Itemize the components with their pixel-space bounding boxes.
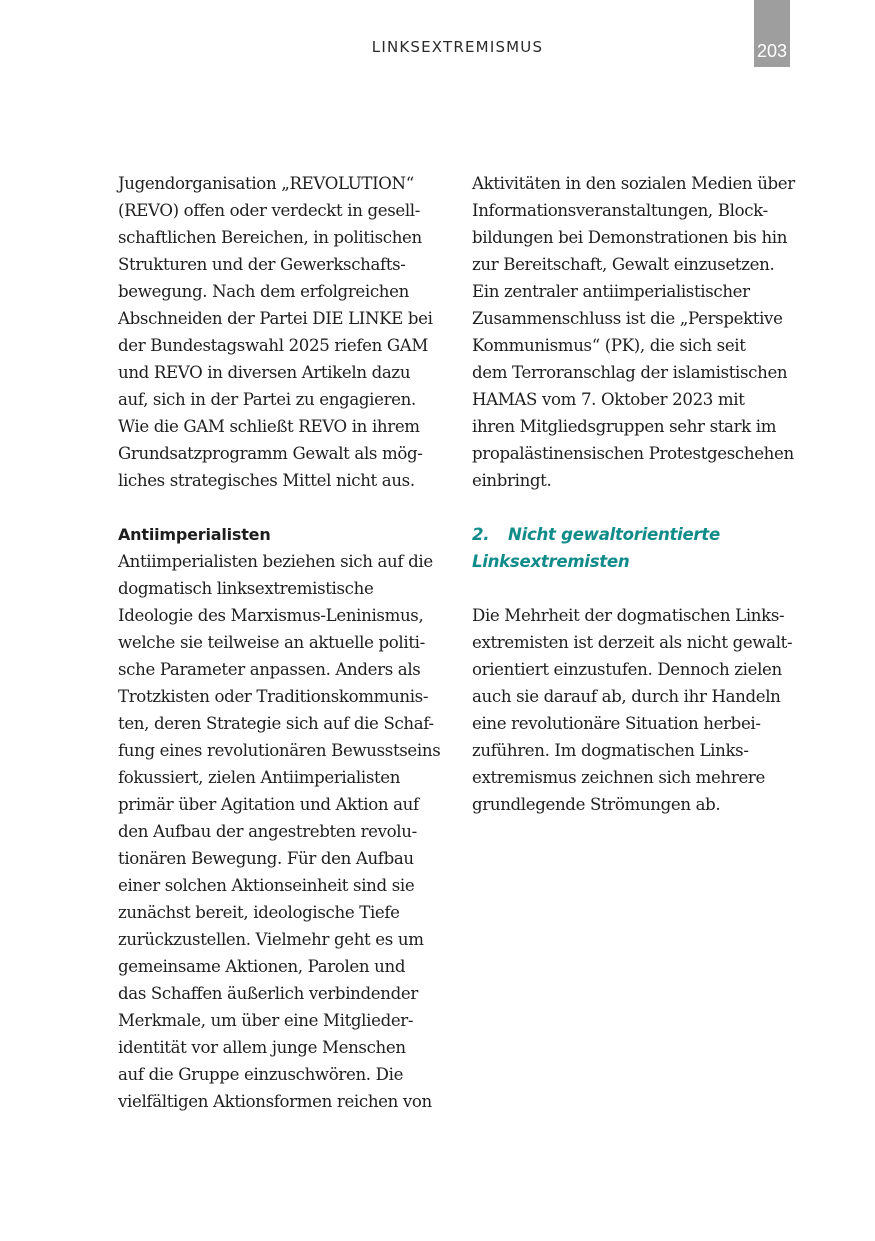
text-line: Ein zentraler antiimperialistischer — [472, 282, 750, 301]
left-paragraph-2 — [118, 548, 440, 1115]
text-line: primär über Agitation und Aktion auf — [118, 795, 419, 814]
right-paragraph-1 — [472, 170, 794, 494]
text-line: dem Terroranschlag der islamistischen — [472, 363, 788, 382]
text-line: und REVO in diversen Artikeln dazu — [118, 363, 411, 382]
text-line: Antiimperialisten beziehen sich auf die — [118, 552, 433, 571]
text-line: extremisten ist derzeit als nicht gewalt- — [472, 633, 793, 652]
paragraph-gap — [472, 494, 794, 521]
text-line: fokussiert, zielen Antiimperialisten — [118, 768, 401, 787]
text-line: HAMAS vom 7. Oktober 2023 mit — [472, 390, 745, 409]
text-line: zuführen. Im dogmatischen Links- — [472, 741, 749, 760]
text-line: vielfältigen Aktionsformen reichen von — [118, 1092, 432, 1111]
text-line: sche Parameter anpassen. Anders als — [118, 660, 421, 679]
text-line: tionären Bewegung. Für den Aufbau — [118, 849, 414, 868]
page-number-tab — [754, 0, 790, 67]
text-line: Aktivitäten in den sozialen Medien über — [472, 174, 795, 193]
left-column — [118, 170, 440, 1115]
page-number: 203 — [756, 41, 788, 61]
text-line: welche sie teilweise an aktuelle politi- — [118, 633, 425, 652]
text-line: gemeinsame Aktionen, Parolen und — [118, 957, 406, 976]
left-paragraph-1 — [118, 170, 440, 494]
text-line: ten, deren Strategie sich auf die Schaf- — [118, 714, 434, 733]
text-line: Wie die GAM schließt REVO in ihrem — [118, 417, 420, 436]
text-line: auf, sich in der Partei zu engagieren. — [118, 390, 416, 409]
section-title-part-1: Nicht gewaltorientierte — [508, 525, 720, 544]
text-line: propalästinensischen Protestgeschehen — [472, 444, 794, 463]
text-line: fung eines revolutionären Bewusstseins — [118, 741, 441, 760]
text-line: Merkmale, um über eine Mitglieder- — [118, 1011, 414, 1030]
text-line: das Schaffen äußerlich verbindender — [118, 984, 418, 1003]
text-line: einer solchen Aktionseinheit sind sie — [118, 876, 415, 895]
text-line: auch sie darauf ab, durch ihr Handeln — [472, 687, 781, 706]
text-line: identität vor allem junge Menschen — [118, 1038, 406, 1057]
text-line: Die Mehrheit der dogmatischen Links- — [472, 606, 785, 625]
section-heading-line-1 — [472, 521, 794, 548]
text-line: dogmatisch linksextremistische — [118, 579, 374, 598]
text-line: extremismus zeichnen sich mehrere — [472, 768, 765, 787]
text-line: eine revolutionäre Situation herbei- — [472, 714, 761, 733]
text-line: Grundsatzprogramm Gewalt als mög- — [118, 444, 423, 463]
section-number: 2. — [472, 525, 490, 544]
subheading-antiimperialisten: Antiimperialisten — [118, 525, 271, 544]
text-line: Jugendorganisation „REVOLUTION“ — [118, 174, 414, 193]
text-line: einbringt. — [472, 471, 552, 490]
running-title: LINKSEXTREMISMUS — [371, 38, 544, 56]
text-line: Strukturen und der Gewerkschafts- — [118, 255, 406, 274]
text-line: orientiert einzustufen. Dennoch zielen — [472, 660, 782, 679]
text-line: liches strategisches Mittel nicht aus. — [118, 471, 415, 490]
text-line: grundlegende Strömungen ab. — [472, 795, 721, 814]
text-line: zunächst bereit, ideologische Tiefe — [118, 903, 400, 922]
text-line: Informationsveranstaltungen, Block- — [472, 201, 768, 220]
text-line: der Bundestagswahl 2025 riefen GAM — [118, 336, 429, 355]
text-line: Ideologie des Marxismus-Leninismus, — [118, 606, 424, 625]
section-title-part-2: Linksextremisten — [472, 552, 630, 571]
text-line: zurückzustellen. Vielmehr geht es um — [118, 930, 424, 949]
text-line: Abschneiden der Partei DIE LINKE bei — [118, 309, 433, 328]
right-paragraph-2 — [472, 602, 794, 818]
text-line: ihren Mitgliedsgruppen sehr stark im — [472, 417, 777, 436]
text-line: bewegung. Nach dem erfolgreichen — [118, 282, 409, 301]
text-line: zur Bereitschaft, Gewalt einzusetzen. — [472, 255, 775, 274]
paragraph-gap — [118, 494, 440, 521]
text-line: Zusammenschluss ist die „Perspektive — [472, 309, 783, 328]
text-line: schaftlichen Bereichen, in politischen — [118, 228, 422, 247]
text-line: den Aufbau der angestrebten revolu- — [118, 822, 417, 841]
text-line: Trotzkisten oder Traditionskommunis- — [118, 687, 429, 706]
text-line: auf die Gruppe einzuschwören. Die — [118, 1065, 404, 1084]
right-column — [472, 170, 794, 818]
text-line: bildungen bei Demonstrationen bis hin — [472, 228, 788, 247]
text-line: (REVO) offen oder verdeckt in gesell- — [118, 201, 420, 220]
text-line: Kommunismus“ (PK), die sich seit — [472, 336, 746, 355]
paragraph-gap — [472, 575, 794, 602]
section-heading — [472, 521, 794, 575]
